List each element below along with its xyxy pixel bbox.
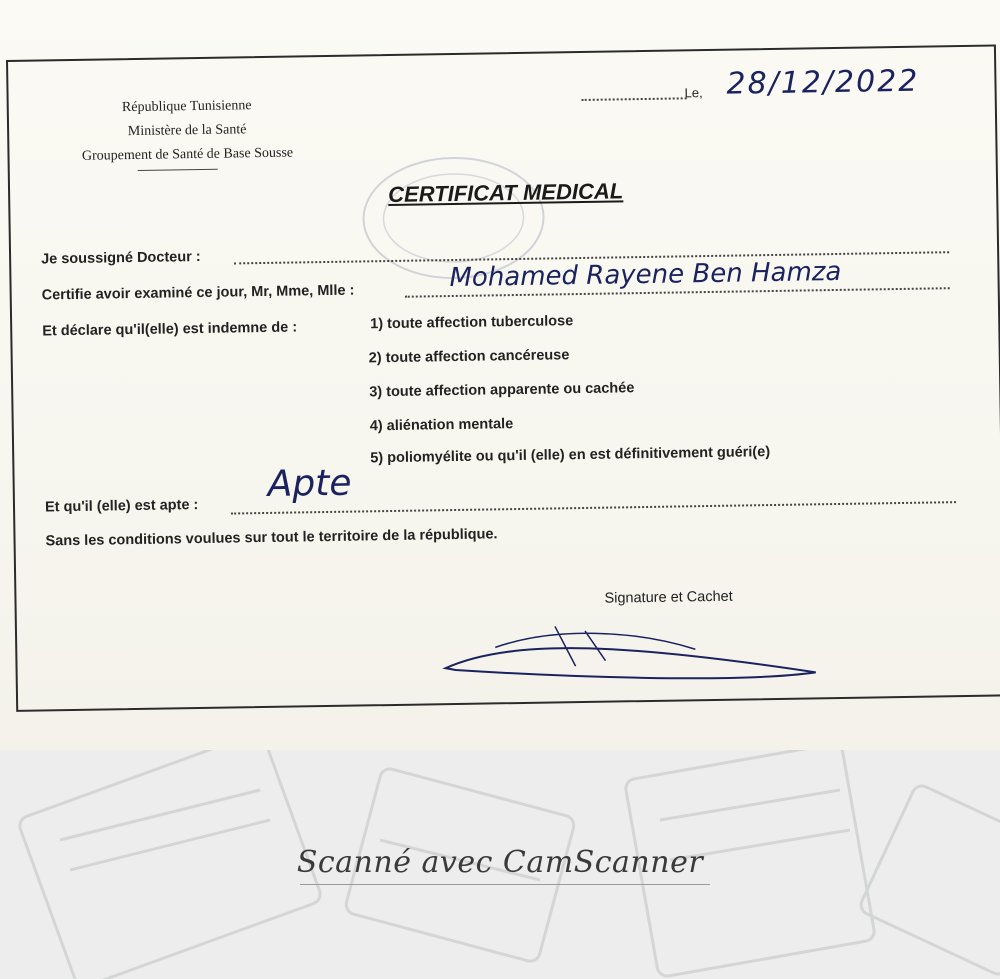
doctor-label: Je soussigné Docteur : [41, 248, 201, 268]
declare-label: Et déclare qu'il(elle) est indemne de : [42, 319, 298, 340]
camscanner-watermark: Scanné avec CamScanner [296, 845, 704, 880]
condition-item-2: 2) toute affection cancéreuse [368, 347, 570, 367]
patient-name-handwritten: Mohamed Rayene Ben Hamza [449, 256, 842, 294]
header-ministry: Ministère de la Santé [127, 122, 247, 140]
signature-scribble [435, 602, 836, 698]
date-prefix: Le, [684, 85, 703, 101]
header-group: Groupement de Santé de Base Sousse [81, 145, 294, 164]
patient-label: Certifie avoir examiné ce jour, Mr, Mme, Mlle : [41, 282, 355, 304]
watermark-underline [300, 884, 710, 885]
condition-item-3: 3) toute affection apparente ou cachée [369, 380, 635, 401]
signature-label: Signature et Cachet [604, 588, 733, 607]
certificate [6, 44, 1000, 711]
header-country: République Tunisienne [121, 98, 252, 116]
certificate-title: CERTIFICAT MEDICAL [387, 178, 624, 208]
condition-item-4: 4) aliénation mentale [369, 416, 514, 435]
condition-item-1: 1) toute affection tuberculose [370, 313, 574, 333]
apte-label: Et qu'il (elle) est apte : [44, 497, 199, 516]
apte-handwritten: Apte [267, 462, 352, 505]
date-handwritten: 28/12/2022 [726, 63, 920, 102]
condition-item-5: 5) poliomyélite ou qu'il (elle) en est définitivement guéri(e) [370, 444, 771, 467]
conditions-text: Sans les conditions voulues sur tout le territoire de la république. [45, 526, 498, 550]
